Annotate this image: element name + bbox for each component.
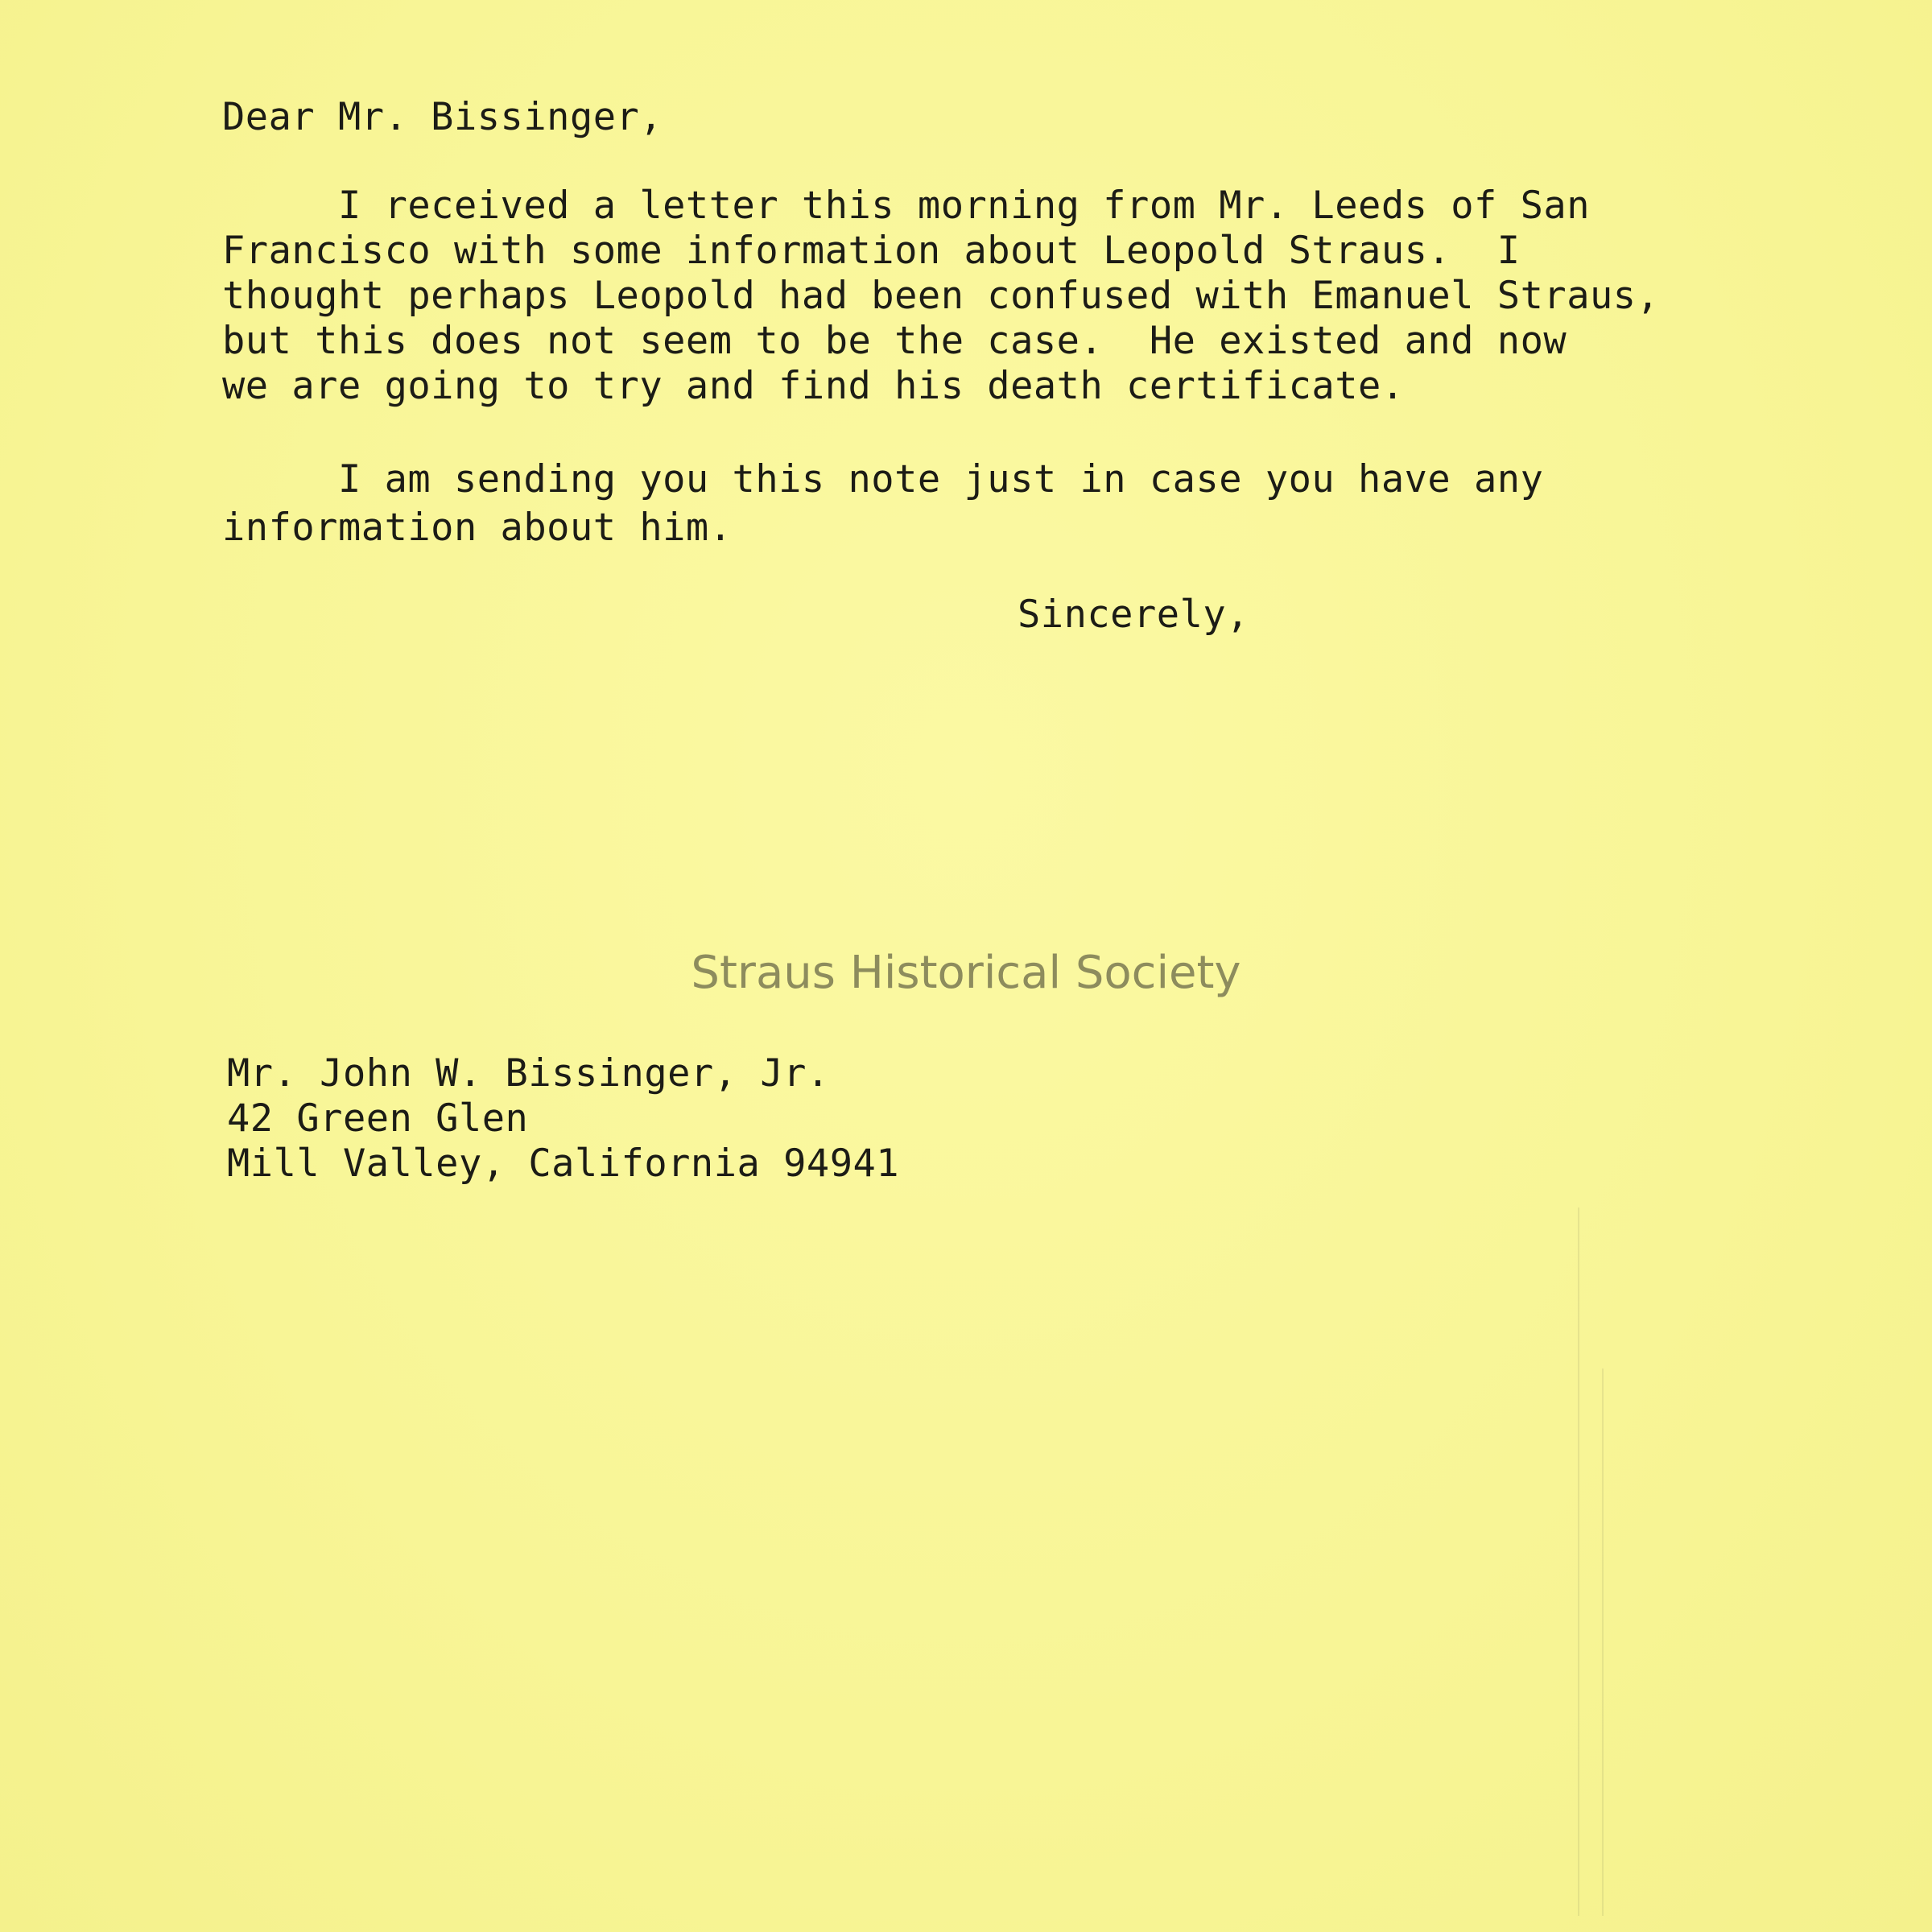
watermark: Straus Historical Society <box>691 947 1241 999</box>
paragraph-2-line: information about him. <box>222 506 733 550</box>
paragraph-1-line: Francisco with some information about Leopold Straus. I <box>222 229 1521 273</box>
recipient-address <box>227 1051 900 1277</box>
address-line: Mill Valley, California 94941 <box>227 1141 900 1186</box>
paragraph-1-line: we are going to try and find his death certificate. <box>222 364 1405 408</box>
paper-crease <box>1602 1368 1604 1916</box>
address-line: 42 Green Glen <box>227 1096 529 1141</box>
paragraph-1-line: thought perhaps Leopold had been confused with Emanuel Straus, <box>222 274 1660 318</box>
paragraph-1-line: I received a letter this morning from Mr. Leeds of San <box>222 184 1590 228</box>
address-line: Mr. John W. Bissinger, Jr. <box>227 1051 830 1096</box>
salutation: Dear Mr. Bissinger, <box>222 95 663 139</box>
closing: Sincerely, <box>1018 592 1249 637</box>
paragraph-1-line: but this does not seem to be the case. He existed and now <box>222 319 1567 363</box>
paper-crease <box>1578 1208 1579 1916</box>
paragraph-2-line: I am sending you this note just in case you have any <box>222 457 1544 502</box>
